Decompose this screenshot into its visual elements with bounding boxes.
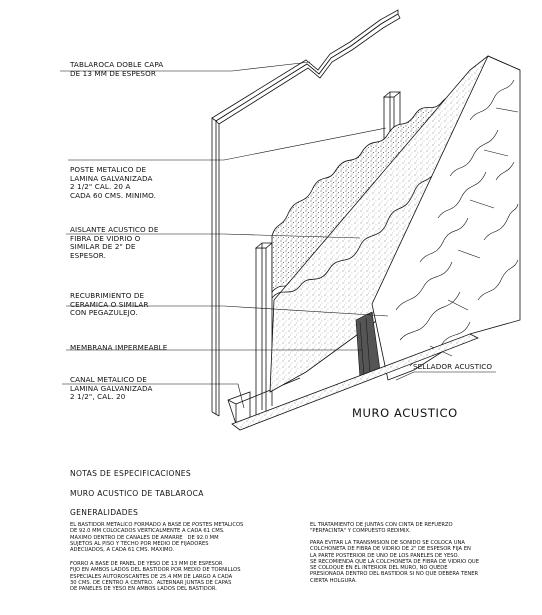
notes-general: GENERALIDADES <box>70 508 139 517</box>
label-ceramic-finish: RECUBRIMIENTO DE CERAMICA O SIMILAR CON PEGAZULEJO. <box>70 291 149 318</box>
label-drywall: TABLAROCA DOBLE CAPA DE 13 MM DE ESPESOR <box>70 60 164 78</box>
notes-left-paragraph-1: EL BASTIDOR METALICO FORMADO A BASE DE POSTES METALICOS DE 92.0 MM COLOCADOS VERTICALMENTE A CADA 61 CMS. MAXIMO DENTRO DE CANALES DE AMARRE DE 92.0 MM SUJETOS AL PISO Y TECHO POR MEDIO DE FIJADORES ADECUADOS, A CADA 61 CMS. MAXIMO. <box>70 522 244 554</box>
notes-left-paragraph-2: FORRO A BASE DE PANEL DE YESO DE 13 MM DE ESPESOR FIJO EN AMBOS LADOS DEL BASTIDOR POR MEDIO DE TORNILLOS ESPECIALES AUTOROSCANTES DE 25.4 MM DE LARGO A CADA 30 CMS. DE CENTRO A CENTRO. ALTERNAR JUNTAS DE CAPAS DE PANELES DE YESO EN AMBOS LADOS DEL BASTIDOR. <box>70 561 241 593</box>
label-metal-channel: CANAL METALICO DE LAMINA GALVANIZADA 2 1/2", CAL. 20 <box>70 375 153 402</box>
label-acoustic-sealant: SELLADOR ACUSTICO <box>413 362 493 371</box>
label-metal-stud: POSTE METALICO DE LAMINA GALVANIZADA 2 1/2" CAL. 20 A CADA 60 CMS. MINIMO. <box>70 165 156 200</box>
notes-subheading: MURO ACUSTICO DE TABLAROCA <box>70 489 204 498</box>
notes-right-paragraph-2: PARA EVITAR LA TRANSMISION DE SONIDO SE COLOCA UNA COLCHONETA DE FIBRA DE VIDRIO DE 2" DE ESPESOR FIJA EN LA PARTE POSTERIOR DE UNO DE LOS PANELES DE YESO. SE RECOMIENDA QUE LA COLCHONETA DE FIBRA DE VIDRIO QUE SE COLOQUE EN EL INTERIOR DEL MURO, NO QUEDE PRESIONADA DENTRO DEL BASTIDOR SI NO QUE DEBERA TENER CIERTA HOLGURA. <box>310 540 480 584</box>
drawing-title: MURO ACUSTICO <box>352 406 458 420</box>
label-acoustic-insulation: AISLANTE ACUSTICO DE FIBRA DE VIDRIO O SIMILAR DE 2" DE ESPESOR. <box>70 225 159 260</box>
label-membrane: MEMBRANA IMPERMEABLE <box>70 343 168 352</box>
notes-heading: NOTAS DE ESPECIFICACIONES <box>70 469 192 478</box>
notes-right-paragraph-1: EL TRATAMIENTO DE JUNTAS CON CINTA DE REFUERZO "PERFACINTA" Y COMPUESTO REDIMIX. <box>310 522 453 535</box>
